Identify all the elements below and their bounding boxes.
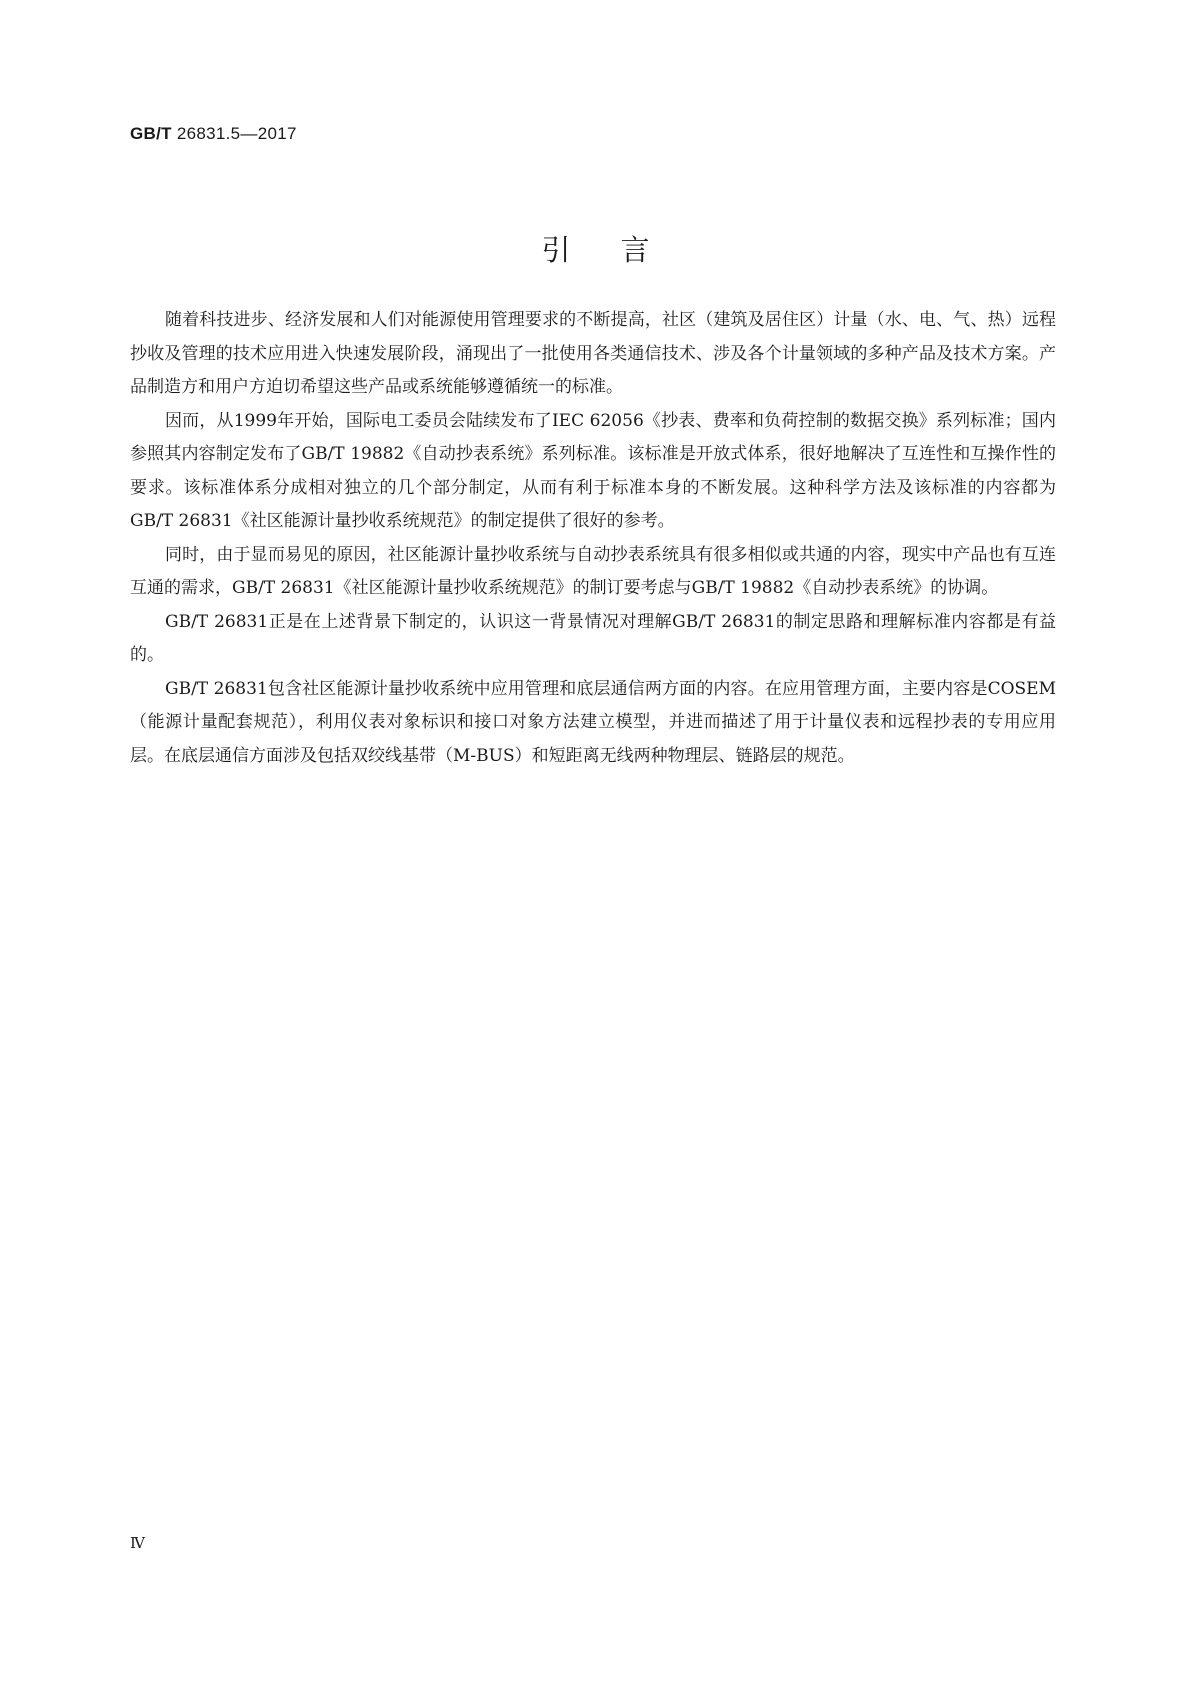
body-text [130, 304, 1056, 773]
document-code [130, 124, 297, 144]
page-title: 引言 [541, 233, 700, 267]
document-code-prefix: GB/T [130, 124, 172, 143]
paragraph-1: 随着科技进步、经济发展和人们对能源使用管理要求的不断提高，社区（建筑及居住区）计量（水、电、气、热）远程抄收及管理的技术应用进入快速发展阶段，涌现出了一批使用各类通信技术、涉及各个计量领域的多种产品及技术方案。产品制造方和用户方迫切希望这些产品或系统能够遵循统一的标准。 [130, 310, 1056, 397]
paragraph-5: GB/T 26831包含社区能源计量抄收系统中应用管理和底层通信两方面的内容。在应用管理方面，主要内容是COSEM（能源计量配套规范），利用仪表对象标识和接口对象方法建立模型，并进而描述了用于计量仪表和远程抄表的专用应用层。在底层通信方面涉及包括双绞线基带（M-BUS）和短距离无线两种物理层、链路层的规范。 [130, 678, 1056, 766]
paragraph-3: 同时，由于显而易见的原因，社区能源计量抄收系统与自动抄表系统具有很多相似或共通的内容，现实中产品也有互连互通的需求，GB/T 26831《社区能源计量抄收系统规范》的制订要考虑与GB/T 19882《自动抄表系统》的协调。 [130, 544, 1056, 598]
paragraph-4: GB/T 26831正是在上述背景下制定的，认识这一背景情况对理解GB/T 26831的制定思路和理解标准内容都是有益的。 [130, 611, 1056, 665]
document-code-number: 26831.5—2017 [176, 124, 297, 143]
paragraph-2: 因而，从1999年开始，国际电工委员会陆续发布了IEC 62056《抄表、费率和负荷控制的数据交换》系列标准；国内参照其内容制定发布了GB/T 19882《自动抄表系统》系列标准。该标准是开放式体系，很好地解决了互连性和互操作性的要求。该标准体系分成相对独立的几个部分制定，从而有利于标准本身的不断发展。这种科学方法及该标准的内容都为GB/T 26831《社区能源计量抄收系统规范》的制定提供了很好的参考。 [130, 410, 1056, 531]
page-number: Ⅳ [130, 1534, 145, 1552]
